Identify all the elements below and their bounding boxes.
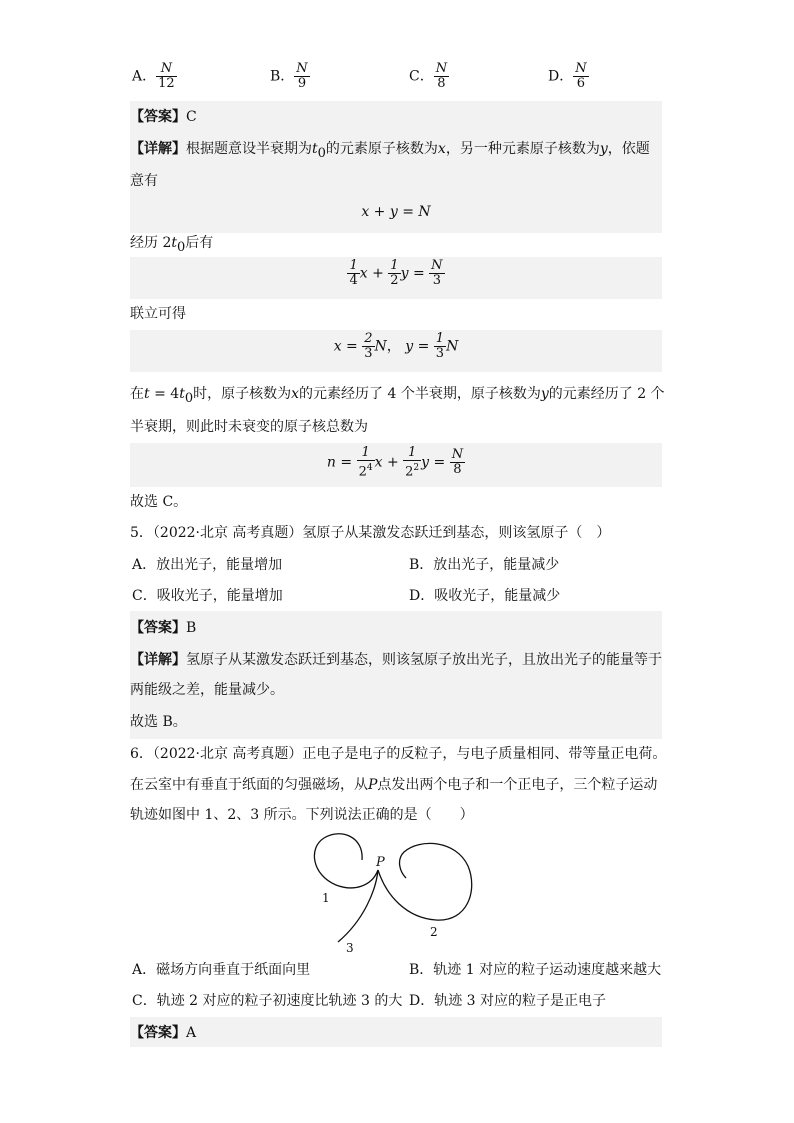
fraction	[403, 446, 421, 479]
fraction-numerator: N	[156, 62, 177, 77]
text: 在	[130, 386, 144, 402]
question-stem: 点发出两个电子和一个正电子，三个粒子运动	[377, 777, 658, 793]
q4-option-d	[548, 62, 589, 91]
math-symbol: y	[421, 454, 430, 471]
math-symbol: y	[540, 386, 549, 402]
option-letter: B．	[270, 68, 295, 85]
label-1: 1	[322, 891, 330, 905]
equation-4	[130, 446, 662, 479]
fraction	[388, 259, 400, 288]
q5-option-a: A．放出光子，能量增加	[132, 557, 283, 573]
detail-text: ，依题	[607, 141, 650, 157]
math-operator: =	[417, 338, 430, 355]
question-stem: 在云室中有垂直于纸面的匀强磁场，从	[130, 777, 368, 793]
question-stem: 轨迹如图中 1、2、3 所示。下列说法正确的是（ ）	[130, 807, 474, 823]
equation-3	[130, 332, 662, 361]
math-symbol: y	[400, 265, 409, 282]
after-2t0-line	[130, 233, 662, 258]
q6-stem-line-2	[130, 775, 662, 795]
math-symbol: y	[405, 338, 414, 355]
text: 后有	[185, 235, 214, 251]
q6-stem-line-3	[130, 805, 662, 825]
detail-text: 的元素原子核数为	[325, 141, 438, 157]
fraction-numerator: 1	[390, 258, 399, 273]
fraction-numerator: 1	[435, 331, 445, 346]
q5-detail-line-1	[130, 650, 662, 670]
fraction-denominator	[403, 461, 421, 479]
math-symbol: x	[291, 386, 300, 402]
option-fraction	[294, 62, 309, 91]
q5-answer	[130, 618, 662, 638]
text: 故选 C。	[130, 494, 188, 510]
equation-2	[130, 259, 662, 288]
equation-1	[130, 202, 662, 222]
trajectory-3	[338, 870, 378, 942]
q6-stem-line-1	[130, 744, 667, 764]
fraction-numerator: 2	[364, 331, 373, 346]
q6-option-c: C．轨迹 2 对应的粒子初速度比轨迹 3 的大	[132, 993, 403, 1009]
math-symbol: N	[374, 338, 387, 355]
answer-tag: 【答案】	[130, 109, 186, 125]
q5-stem	[130, 523, 662, 543]
q4-option-a	[132, 62, 177, 91]
math-subscript: 0	[317, 145, 326, 161]
fraction-denominator: 3	[364, 346, 373, 361]
q6-option-d: D．轨迹 3 对应的粒子是正电子	[409, 993, 607, 1009]
fraction-numerator: 1	[349, 258, 358, 273]
text: 故选 B。	[130, 714, 187, 730]
math-operator: +	[386, 454, 399, 471]
answer-tag: 【答案】	[130, 1025, 186, 1041]
q5-end	[130, 712, 662, 732]
math-symbol: P	[368, 777, 378, 793]
fraction	[450, 448, 465, 477]
q4-option-b	[270, 62, 310, 91]
denominator-base: 2	[405, 464, 414, 480]
fraction-denominator: 3	[432, 273, 441, 288]
math-symbol: n	[326, 454, 336, 471]
fraction	[357, 446, 375, 479]
denominator-base: 2	[358, 464, 367, 480]
text: 半衰期，则此时未衰变的原子核总数为	[130, 419, 368, 435]
math-subscript: 0	[184, 390, 194, 406]
q5-option-d: D．吸收光子，能量减少	[409, 588, 561, 604]
fraction	[429, 259, 444, 288]
fraction-numerator: N	[431, 258, 443, 273]
label-3: 3	[346, 941, 354, 955]
fraction	[434, 332, 446, 361]
text: 的元素经历了 4 个半衰期，原子核数为	[299, 386, 541, 402]
q4-detail-line-2	[130, 171, 662, 191]
equation-text: x + y = N	[361, 204, 431, 220]
label-2: 2	[430, 925, 438, 939]
text: 的元素经历了 2 个	[548, 386, 665, 402]
fraction-denominator: 2	[390, 273, 399, 288]
para-t-line-2	[130, 417, 662, 437]
math-symbol: x	[359, 265, 368, 282]
math-operator: =	[412, 265, 425, 282]
answer-tag: 【答案】	[130, 620, 186, 636]
fraction-denominator: 8	[437, 76, 446, 91]
q6-option-a: A．磁场方向垂直于纸面向里	[132, 962, 311, 978]
question-stem: 5．（2022·北京 高考真题）氢原子从某激发态跃迁到基态，则该氢原子（ ）	[130, 525, 611, 541]
option-letter: C．	[409, 68, 434, 85]
option-fraction	[573, 62, 588, 91]
fraction-denominator: 9	[297, 76, 307, 91]
text: 联立可得	[130, 306, 186, 322]
q6-option-b: B．轨迹 1 对应的粒子运动速度越来越大	[409, 962, 662, 978]
math-symbol: x	[437, 141, 446, 157]
fraction-denominator: 12	[158, 76, 175, 91]
trajectory-1	[314, 834, 378, 888]
denominator-exponent: 2	[413, 463, 420, 473]
fraction	[362, 332, 374, 361]
math-symbol: N	[446, 338, 459, 355]
math-subscript: 0	[177, 239, 186, 255]
para-t-line-1	[130, 384, 665, 409]
fraction-denominator: 4	[349, 273, 358, 288]
answer-value: A	[186, 1025, 197, 1041]
detail-tag: 【详解】	[130, 652, 186, 668]
math-symbol: x	[333, 338, 342, 355]
q5-option-b: B．放出光子，能量减少	[409, 557, 560, 573]
q4-end	[130, 492, 662, 512]
detail-text: 意有	[130, 173, 158, 189]
option-fraction	[434, 62, 449, 91]
detail-text: ，另一种元素原子核数为	[445, 141, 600, 157]
math-symbol: t	[171, 235, 177, 251]
fraction-numerator: 1	[357, 446, 375, 461]
lianli-line	[130, 304, 662, 324]
math-symbol: t	[144, 386, 150, 402]
math-operator: +	[372, 265, 384, 282]
answer-value: B	[186, 620, 197, 636]
detail-tag: 【详解】	[130, 141, 186, 157]
detail-text: 两能级之差，能量减少。	[130, 682, 284, 698]
fraction-numerator: N	[435, 61, 448, 76]
answer-value: C	[186, 109, 197, 125]
question-stem: 6．（2022·北京 高考真题）正电子是电子的反粒子，与电子质量相同、带等量正电荷。	[130, 746, 667, 762]
option-fraction	[156, 62, 177, 91]
fraction-denominator: 3	[435, 346, 445, 361]
fraction-numerator: N	[575, 61, 587, 76]
punctuation: ，	[386, 338, 401, 355]
particle-trajectory-figure	[130, 830, 662, 955]
denominator-exponent: 4	[366, 463, 373, 473]
math-symbol: x	[374, 454, 383, 471]
math-operator: =	[340, 454, 353, 471]
q4-detail-line-1	[130, 139, 662, 164]
option-letter: D．	[548, 68, 574, 85]
q4-answer	[130, 107, 662, 127]
text: 经历 2	[130, 235, 172, 251]
q5-detail-line-2	[130, 680, 662, 700]
detail-text: 根据题意设半衰期为	[186, 141, 312, 157]
detail-text: 氢原子从某激发态跃迁到基态，则该氢原子放出光子，且放出光子的能量等于	[186, 652, 662, 668]
fraction	[347, 259, 359, 288]
math-operator: =	[346, 338, 358, 355]
q6-answer	[130, 1023, 662, 1043]
fraction-numerator: N	[451, 447, 464, 463]
math-operator: =	[433, 454, 446, 471]
option-letter: A．	[132, 68, 157, 85]
text: 时，原子核数为	[193, 386, 292, 402]
text: = 4	[149, 386, 180, 402]
fraction-denominator: 6	[576, 76, 586, 91]
trajectory-2	[378, 843, 472, 920]
fraction-denominator: 8	[453, 462, 462, 478]
math-symbol: t	[179, 386, 185, 402]
math-symbol: t	[312, 141, 318, 157]
fraction-numerator: N	[296, 61, 308, 76]
label-p: P	[376, 855, 385, 870]
fraction-numerator: 1	[403, 446, 421, 461]
fraction-denominator	[357, 461, 375, 479]
math-symbol: y	[599, 141, 608, 157]
q4-options	[130, 62, 662, 98]
q5-option-c: C．吸收光子，能量增加	[132, 588, 283, 604]
q4-option-c	[409, 62, 449, 91]
